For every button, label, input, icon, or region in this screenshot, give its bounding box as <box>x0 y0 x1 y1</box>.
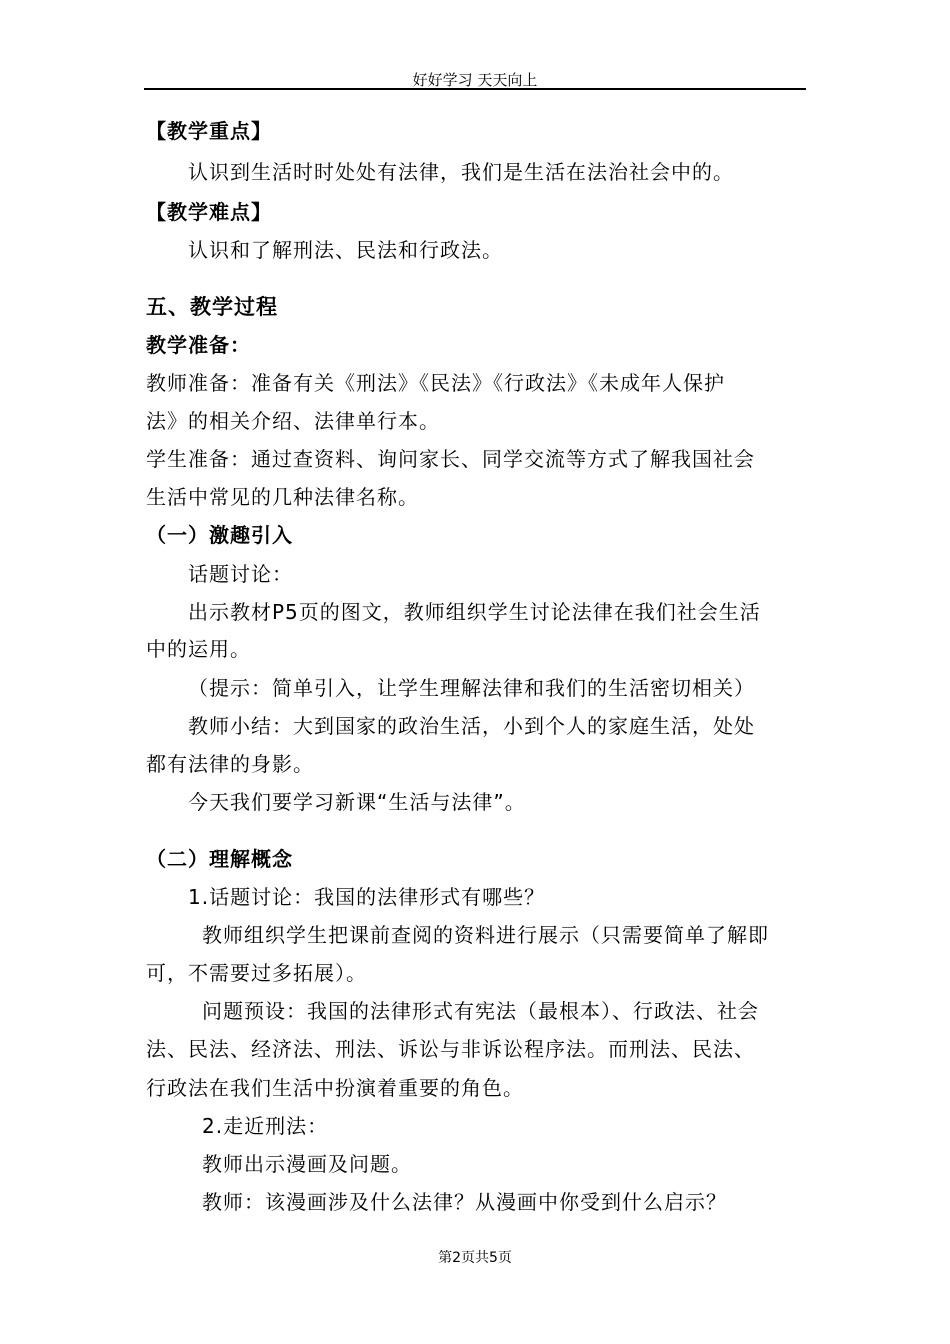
paragraph-line: （提示：简单引入，让学生理解法律和我们的生活密切相关） <box>188 676 755 700</box>
paragraph-line: 法、民法、经济法、刑法、诉讼与非诉讼程序法。而刑法、民法、 <box>146 1037 755 1061</box>
section-heading: 教学准备： <box>146 333 251 357</box>
page-header: 好好学习 天天向上 <box>412 71 538 89</box>
paragraph-line: 可，不需要过多拓展）。 <box>146 961 367 985</box>
paragraph-line: 教师小结：大到国家的政治生活，小到个人的家庭生活，处处 <box>188 714 755 738</box>
section-heading: 【教学难点】 <box>146 200 272 224</box>
paragraph-line: 2.走近刑法： <box>202 1114 329 1138</box>
paragraph-line: 教师准备：准备有关《刑法》《民法》《行政法》《未成年人保护 <box>146 371 725 395</box>
paragraph-line: 今天我们要学习新课“生活与法律”。 <box>188 790 526 814</box>
section-heading: （一）激趣引入 <box>146 523 293 547</box>
page-footer: 第2页共5页 <box>438 1250 512 1266</box>
paragraph-line: 行政法在我们生活中扮演着重要的角色。 <box>146 1076 524 1100</box>
paragraph-line: 法》的相关介绍、法律单行本。 <box>146 409 440 433</box>
paragraph-line: 教师组织学生把课前查阅的资料进行展示（只需要简单了解即 <box>202 923 769 947</box>
section-heading: 【教学重点】 <box>146 119 272 143</box>
paragraph-line: 中的运用。 <box>146 637 251 661</box>
paragraph-line: 教师出示漫画及问题。 <box>202 1152 412 1176</box>
paragraph-line: 生活中常见的几种法律名称。 <box>146 485 419 509</box>
paragraph-line: 都有法律的身影。 <box>146 752 314 776</box>
paragraph-line: 教师：该漫画涉及什么法律？从漫画中你受到什么启示？ <box>202 1190 727 1214</box>
paragraph-line: 出示教材P5页的图文，教师组织学生讨论法律在我们社会生活 <box>188 600 761 624</box>
paragraph-line: 1.话题讨论：我国的法律形式有哪些？ <box>188 885 546 909</box>
paragraph-line: 认识到生活时时处处有法律，我们是生活在法治社会中的。 <box>188 160 734 184</box>
paragraph-line: 话题讨论： <box>188 562 293 586</box>
header-rule <box>144 88 806 90</box>
paragraph-line: 问题预设：我国的法律形式有宪法（最根本）、行政法、社会 <box>202 999 759 1023</box>
paragraph-line: 认识和了解刑法、民法和行政法。 <box>188 238 503 262</box>
section-heading: 五、教学过程 <box>146 295 278 319</box>
paragraph-line: 学生准备：通过查资料、询问家长、同学交流等方式了解我国社会 <box>146 447 755 471</box>
section-heading: （二）理解概念 <box>146 847 293 871</box>
